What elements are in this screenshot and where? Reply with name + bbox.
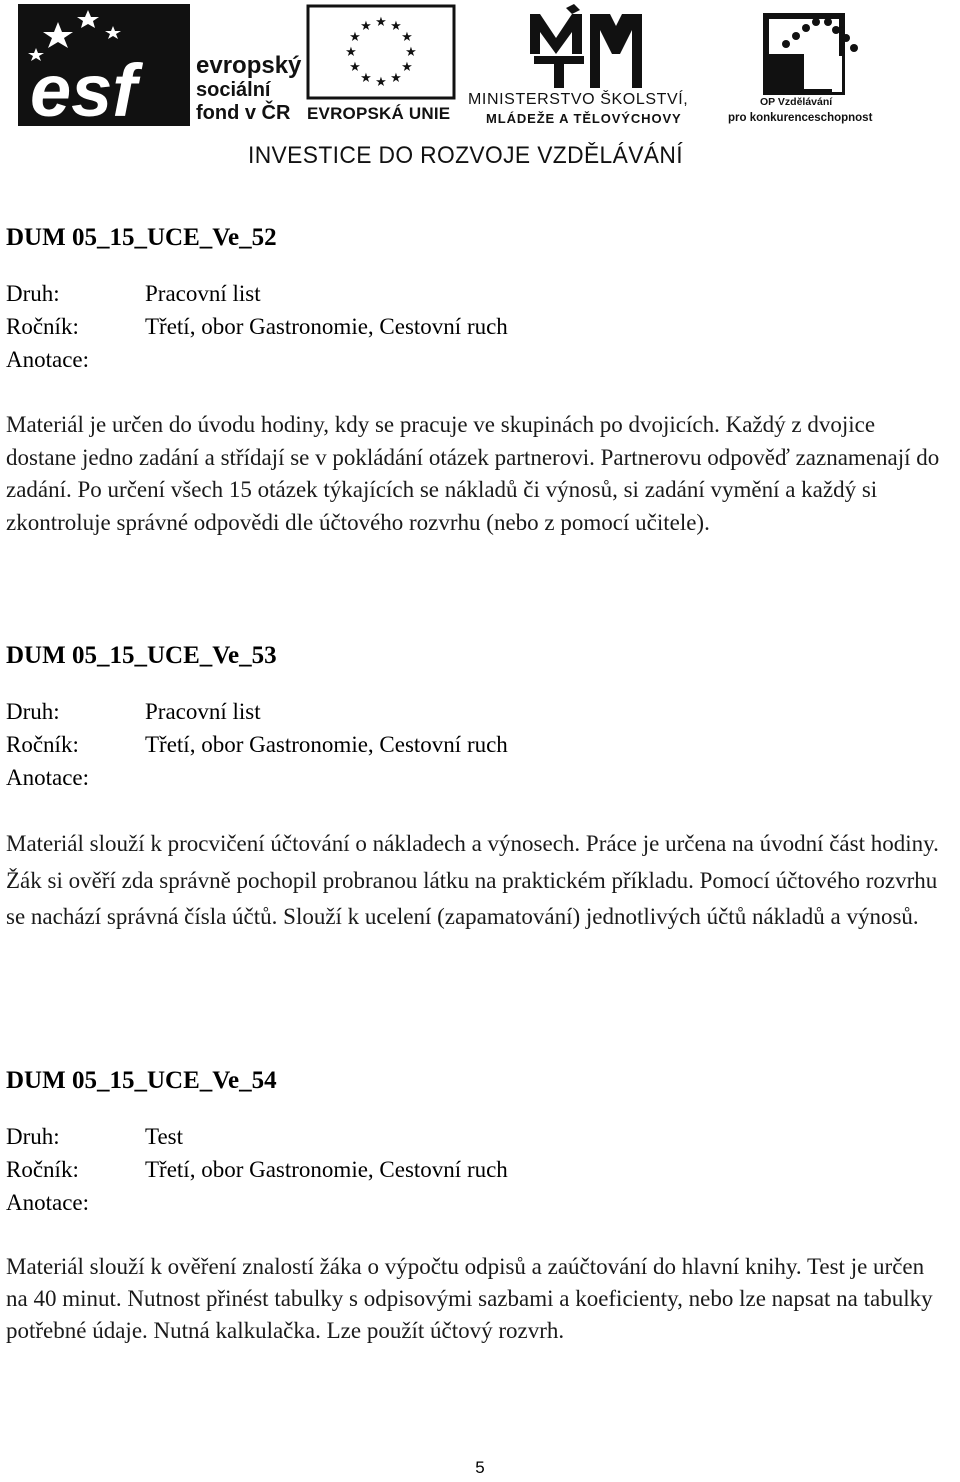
- svg-text:★: ★: [390, 19, 402, 34]
- svg-text:★: ★: [401, 60, 413, 75]
- druh-label: Druh:: [6, 699, 60, 724]
- meta-table: [6, 1120, 946, 1219]
- svg-text:★: ★: [345, 45, 357, 60]
- esf-line-3: fond v ČR: [196, 102, 291, 124]
- meta-row-anotace: [6, 1186, 946, 1219]
- svg-text:★: ★: [375, 15, 387, 30]
- esf-line-1: evropský: [196, 52, 302, 79]
- svg-text:★: ★: [390, 71, 402, 86]
- svg-text:★: ★: [360, 19, 372, 34]
- tagline: INVESTICE DO ROZVOJE VZDĚLÁVÁNÍ: [248, 142, 683, 169]
- annotation-text: Materiál je určen do úvodu hodiny, kdy se pracuje ve skupinách po dvojicích. Každý z dvojice dostane jedno zadání a střídají se v pokládání otázek partnerovi. Partnerovu odpověď zaznamenají do zadání. Po určení všech 15 otázek týkajících se nákladů či výnosů, si zadání vymění a každý si zkontroluje správné odpovědi dle účtového rozvrhu (nebo z pomocí učitele).: [6, 412, 940, 535]
- section-title: DUM 05_15_UCE_Ve_53: [6, 642, 277, 669]
- esf-line-2: sociální: [196, 79, 271, 101]
- meta-row-druh: [6, 1120, 946, 1153]
- meta-row-druh: [6, 695, 946, 728]
- druh-label: Druh:: [6, 281, 60, 306]
- svg-text:★: ★: [349, 30, 361, 45]
- rocnik-value: Třetí, obor Gastronomie, Cestovní ruch: [145, 1157, 508, 1182]
- section-title: DUM 05_15_UCE_Ve_52: [6, 224, 277, 251]
- rocnik-label: Ročník:: [6, 732, 79, 757]
- meta-row-rocnik: [6, 1153, 946, 1186]
- op-year: 2007-13: [838, 25, 847, 55]
- meta-table: [6, 277, 946, 376]
- svg-text:★: ★: [349, 60, 361, 75]
- druh-label: Druh:: [6, 1124, 60, 1149]
- druh-value: Pracovní list: [145, 699, 261, 724]
- rocnik-label: Ročník:: [6, 1157, 79, 1182]
- rocnik-value: Třetí, obor Gastronomie, Cestovní ruch: [145, 732, 508, 757]
- druh-value: Pracovní list: [145, 281, 261, 306]
- meta-row-rocnik: [6, 310, 946, 343]
- dum-section-53: [6, 641, 946, 936]
- rocnik-label: Ročník:: [6, 314, 79, 339]
- meta-row-rocnik: [6, 728, 946, 761]
- header-logos: [0, 0, 960, 180]
- meta-row-druh: [6, 277, 946, 310]
- msmt-line-1: MINISTERSTVO ŠKOLSTVÍ,: [468, 91, 689, 108]
- svg-text:★: ★: [401, 30, 413, 45]
- svg-text:★: ★: [375, 75, 387, 90]
- anotace-label: Anotace:: [6, 1190, 90, 1215]
- anotace-label: Anotace:: [6, 765, 90, 790]
- annotation-text: Materiál slouží k ověření znalostí žáka o výpočtu odpisů a zaúčtování do hlavní knihy. Test je určen na 40 minut. Nutnost přinést tabulky s odpisovými sazbami a koeficienty, nebo lze napsat na tabulky potřebné údaje. Nutná kalkulačka. Lze použít účtový rozvrh.: [6, 1254, 933, 1343]
- meta-row-anotace: [6, 343, 946, 376]
- dum-section-52: [6, 223, 946, 539]
- meta-row-anotace: [6, 761, 946, 794]
- page-number: 5: [475, 1458, 485, 1477]
- dum-section-54: [6, 1066, 946, 1347]
- annotation-text: Materiál slouží k procvičení účtování o nákladech a výnosech. Práce je určena na úvodní část hodiny. Žák si ověří zda správně pochopil probranou látku na praktickém příkladu. Pomocí účtového rozvrhu se nachází správná čísla účtů. Slouží k ucelení (zapamatování) jednotlivých účtů nákladů a výnosů.: [6, 831, 939, 929]
- druh-value: Test: [145, 1124, 183, 1149]
- msmt-line-2: MLÁDEŽE A TĚLOVÝCHOVY: [486, 111, 682, 126]
- svg-text:★: ★: [360, 71, 372, 86]
- op-line-2: pro konkurenceschopnost: [728, 112, 873, 124]
- meta-table: [6, 695, 946, 794]
- op-vzdelavani-logo: [726, 6, 898, 128]
- eu-label: EVROPSKÁ UNIE: [307, 104, 451, 123]
- rocnik-value: Třetí, obor Gastronomie, Cestovní ruch: [145, 314, 508, 339]
- anotace-label: Anotace:: [6, 347, 90, 372]
- svg-text:esf: esf: [30, 49, 137, 126]
- section-title: DUM 05_15_UCE_Ve_54: [6, 1067, 277, 1094]
- svg-text:★: ★: [405, 45, 417, 60]
- op-line-1: OP Vzdělávání: [760, 96, 833, 108]
